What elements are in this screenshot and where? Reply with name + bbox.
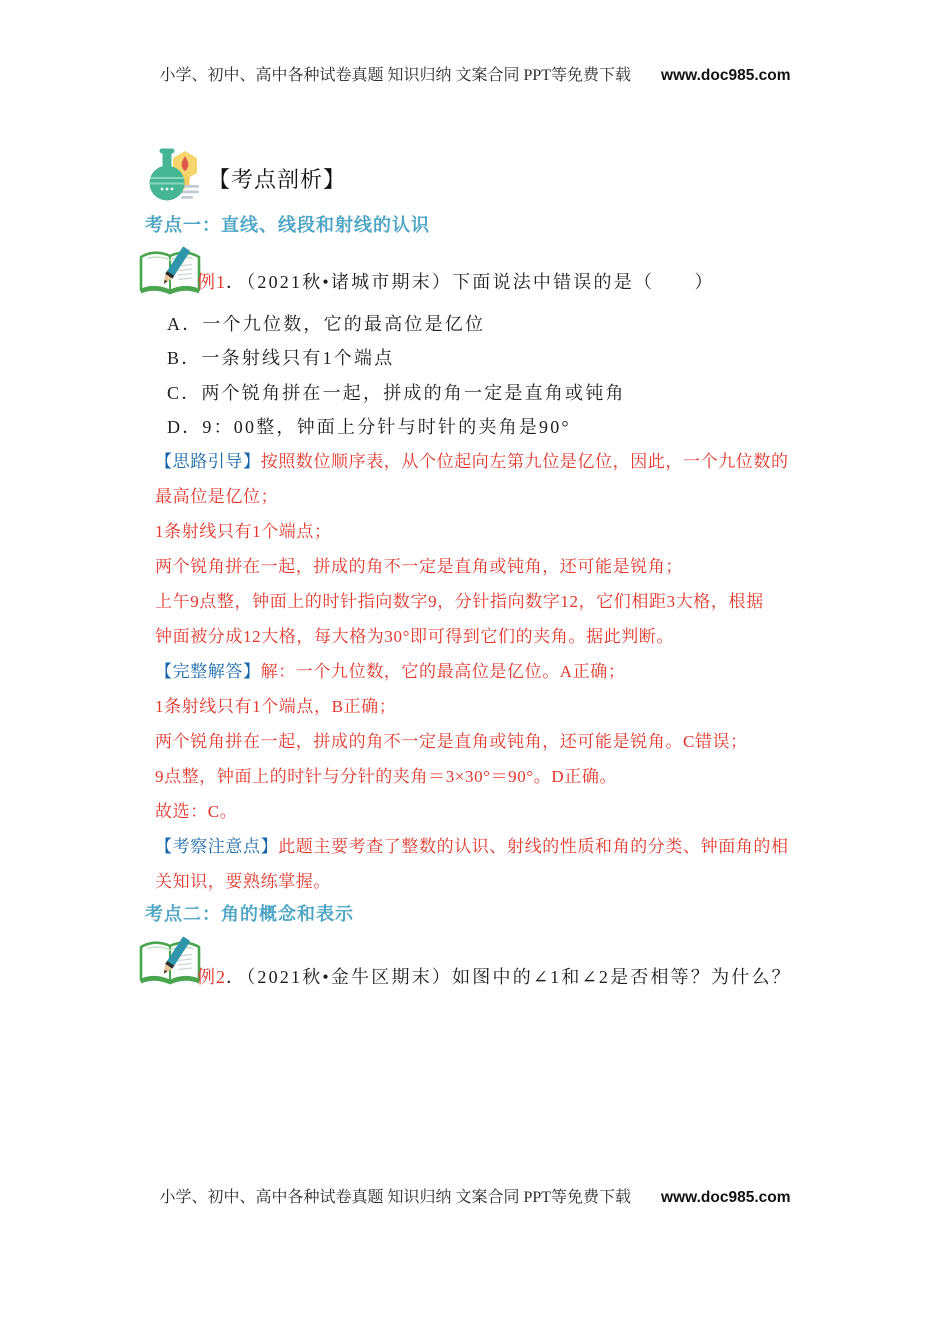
footer-site-url: www.doc985.com — [661, 1189, 791, 1206]
guide-label: 【思路引导】 — [155, 452, 261, 471]
option-a: A．一个九位数，它的最高位是亿位 — [167, 314, 486, 334]
answer-label: 【完整解答】 — [155, 662, 261, 681]
answer-line-5: 故选：C。 — [155, 802, 238, 821]
option-d: D．9：00整，钟面上分针与时针的夹角是90° — [167, 417, 571, 437]
note-label: 【考察注意点】 — [155, 837, 279, 856]
guide-line-1 — [155, 447, 789, 472]
page-footer — [0, 1184, 950, 1207]
topic2-heading: 考点二：角的概念和表示 — [145, 904, 354, 924]
book-pencil-icon — [138, 932, 202, 990]
guide-line-4: 两个锐角拼在一起，拼成的角不一定是直角或钝角，还可能是锐角； — [155, 557, 683, 576]
page-header — [0, 62, 950, 85]
guide-line-6: 钟面被分成12大格，每大格为30°即可得到它们的夹角。据此判断。 — [155, 627, 674, 646]
footer-promo-text: 小学、初中、高中各种试卷真题 知识归纳 文案合同 PPT等免费下载 — [159, 1189, 632, 1206]
note-text-1: 此题主要考查了整数的认识、射线的性质和角的分类、钟面角的相 — [278, 837, 789, 856]
example2-question: ．（2021秋•金牛区期末）如图中的∠1和∠2是否相等？为什么？ — [226, 967, 792, 987]
guide-text-1: 按照数位顺序表，从个位起向左第九位是亿位，因此，一个九位数的 — [260, 452, 789, 471]
example2-label: 例2 — [197, 967, 226, 987]
example1-question: ．（2021秋•诸城市期末）下面说法中错误的是（ ） — [226, 272, 715, 292]
answer-text-1: 解：一个九位数，它的最高位是亿位。A正确； — [260, 662, 626, 681]
option-b: B．一条射线只有1个端点 — [167, 348, 395, 368]
example1-label: 例1 — [197, 272, 226, 292]
note-line-2: 关知识，要熟练掌握。 — [155, 872, 331, 891]
answer-line-3: 两个锐角拼在一起，拼成的角不一定是直角或钝角，还可能是锐角。C错误； — [155, 732, 748, 751]
guide-line-2: 最高位是亿位； — [155, 487, 279, 506]
answer-line-1 — [155, 657, 626, 682]
option-c: C．两个锐角拼在一起，拼成的角一定是直角或钝角 — [167, 383, 626, 403]
guide-line-3: 1条射线只有1个端点； — [155, 522, 332, 541]
book-pencil-icon — [138, 242, 202, 300]
example2-intro — [197, 963, 792, 989]
answer-line-2: 1条射线只有1个端点，B正确； — [155, 697, 397, 716]
header-promo-text: 小学、初中、高中各种试卷真题 知识归纳 文案合同 PPT等免费下载 — [159, 67, 632, 84]
flask-beaker-icon — [144, 146, 204, 206]
guide-line-5: 上午9点整，钟面上的时针指向数字9，分针指向数字12，它们相距3大格，根据 — [155, 592, 764, 611]
note-line-1 — [155, 832, 789, 857]
header-site-url: www.doc985.com — [661, 67, 791, 84]
topic1-heading: 考点一：直线、线段和射线的认识 — [145, 215, 430, 235]
example1-intro — [197, 268, 715, 294]
answer-line-4: 9点整，钟面上的时针与分针的夹角＝3×30°＝90°。D正确。 — [155, 767, 618, 786]
analysis-section-title: 【考点剖析】 — [208, 167, 347, 192]
